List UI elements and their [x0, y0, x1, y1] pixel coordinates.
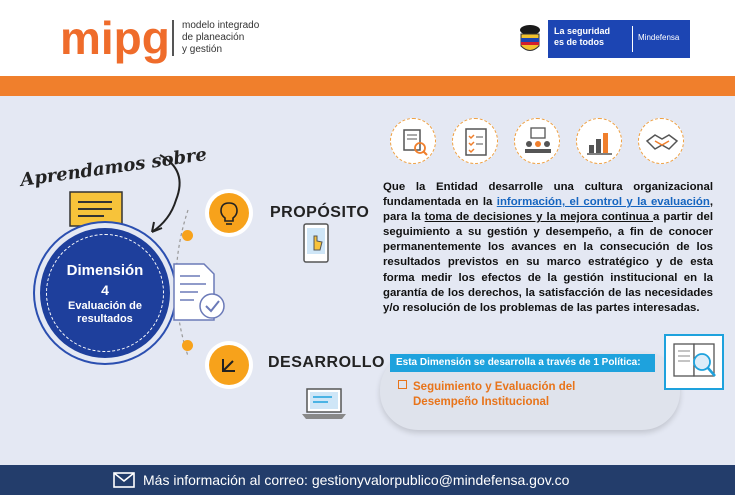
- document-check-icon: [170, 262, 228, 324]
- mipg-logo: [60, 10, 170, 68]
- logo-subtitle-line: modelo integrado: [182, 20, 260, 31]
- dimension-name-line: Evaluación de: [68, 300, 142, 312]
- gov-slogan: [554, 26, 610, 48]
- handshake-icon: [638, 118, 684, 164]
- document-search-icon: [390, 118, 436, 164]
- purpose-underline: toma de decisiones y la mejora continua: [424, 211, 653, 224]
- learn-about-title: Aprendamos sobre: [19, 144, 209, 191]
- policy-item[interactable]: [398, 380, 658, 410]
- dimension-label: Dimensión: [66, 262, 144, 279]
- purpose-text: Que la Entidad desarrolle una cultura organizacional fundamentada en la: [383, 181, 713, 209]
- policy-item-line: Desempeño Institucional: [413, 396, 550, 408]
- gov-slogan-line: es de todos: [554, 37, 605, 47]
- logo-subtitle-line: y gestión: [182, 44, 223, 55]
- process-icons-row: [380, 118, 700, 168]
- policy-heading: Esta Dimensión se desarrolla a través de 1 Política:: [390, 354, 655, 372]
- purpose-text: a partir del seguimiento a su gestión y desempeño, a fin de conocer permanentemente los avances en la consecución de los resultados previstos en su marco estratégico y de esta forma medir los efectos de la gestión institucional en la garantía de los derechos, la satisfacción de las necesidades y/o resolución de los problemas de las partes interesadas.: [383, 211, 713, 314]
- laptop-icon: [300, 386, 348, 422]
- logo-subtitle: [182, 20, 259, 56]
- logo-separator: [172, 20, 174, 56]
- touch-screen-icon: [300, 222, 332, 264]
- gov-divider: [632, 26, 633, 52]
- government-logo: [512, 20, 690, 58]
- gov-banner: [548, 20, 690, 58]
- connector-dot: [182, 340, 193, 351]
- gov-slogan-line: La seguridad: [554, 26, 611, 36]
- dimension-badge: [40, 228, 170, 358]
- logo-text: mipg: [60, 12, 170, 64]
- policy-book-icon: [664, 334, 724, 390]
- gov-ministry: Mindefensa: [638, 33, 680, 42]
- dimension-name: [40, 300, 170, 326]
- checklist-icon: [452, 118, 498, 164]
- purpose-paragraph: [383, 180, 713, 316]
- footer: [0, 465, 735, 495]
- bar-chart-icon: [576, 118, 622, 164]
- purpose-highlight: información, el control y la evaluación: [496, 196, 710, 209]
- trend-arrow-icon: [209, 345, 249, 385]
- purpose-text: , para la: [383, 196, 714, 224]
- bullet-square-icon: [398, 380, 407, 389]
- policy-item-line: Seguimiento y Evaluación del: [413, 381, 576, 393]
- connector-dot: [182, 230, 193, 241]
- orange-band: [0, 76, 735, 96]
- dimension-number: 4: [101, 282, 109, 298]
- logo-subtitle-line: de planeación: [182, 32, 245, 43]
- proposito-heading: PROPÓSITO: [270, 204, 370, 221]
- colombia-shield-icon: [515, 22, 545, 56]
- meeting-icon: [514, 118, 560, 164]
- dimension-name-line: resultados: [77, 313, 133, 325]
- envelope-icon: [113, 472, 135, 488]
- desarrollo-heading: DESARROLLO: [268, 354, 385, 371]
- header: [0, 0, 735, 76]
- lightbulb-icon: [209, 193, 249, 233]
- contact-email-text[interactable]: Más información al correo: gestionyvalorpublico@mindefensa.gov.co: [143, 472, 570, 488]
